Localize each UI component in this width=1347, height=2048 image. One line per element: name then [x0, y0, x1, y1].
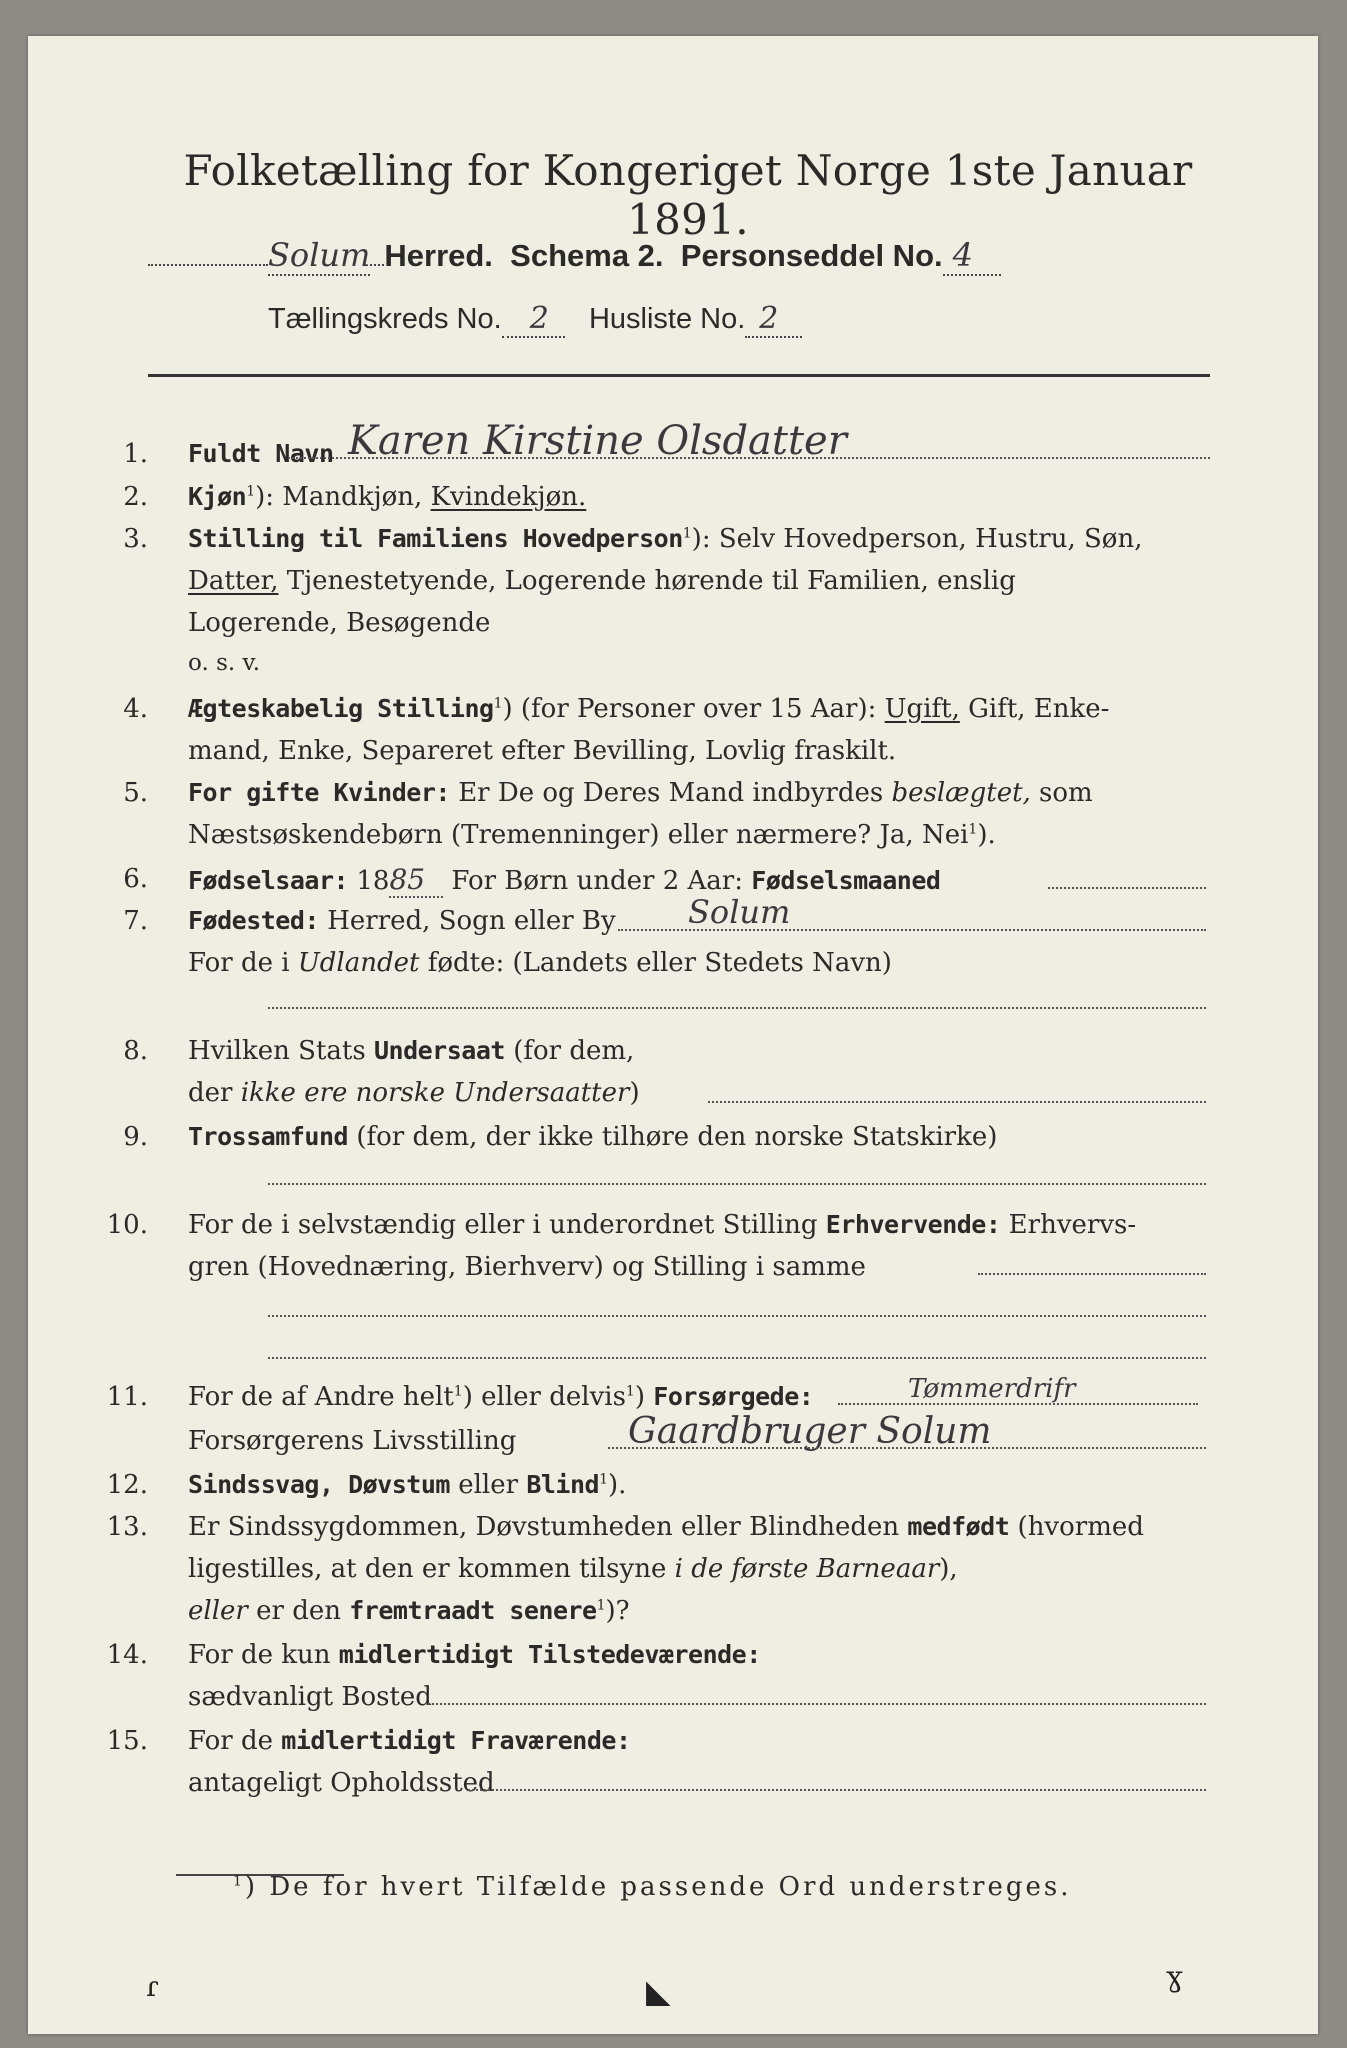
item-text: Næstsøskendebørn (Tremenninger) eller nærmere? Ja, Nei	[188, 820, 969, 850]
item-label: midlertidigt Fraværende:	[281, 1726, 631, 1755]
item-3-line-4: o. s. v.	[188, 650, 261, 676]
item-text: der	[188, 1078, 241, 1108]
herred-line	[148, 236, 1228, 274]
item-number: 1.	[123, 439, 148, 469]
item-number: 2.	[123, 482, 148, 512]
birthplace-line	[618, 928, 1206, 931]
item-text: Erhvervs-	[1000, 1210, 1137, 1240]
item-label: Sindssvag, Døvstum	[188, 1470, 450, 1499]
whereabouts-line	[468, 1788, 1206, 1791]
selected-option: Kvindekjøn.	[430, 482, 587, 512]
item-text: For de	[188, 1726, 282, 1756]
item-3-line-2	[188, 568, 1016, 594]
full-name-line	[288, 456, 1210, 459]
form-title: Folketælling for Kongeriget Norge 1ste Januar 1891.	[183, 146, 1193, 244]
item-text: fødte: (Landets eller Stedets Navn)	[419, 948, 892, 978]
item-text: )?	[605, 1596, 630, 1626]
footnote-ref: 1	[596, 1597, 606, 1614]
item-number: 7.	[123, 906, 148, 936]
item-number: 3.	[123, 524, 148, 554]
item-label: Fødselsmaaned	[751, 866, 941, 895]
item-13-line-2	[188, 1556, 958, 1582]
item-text: For de i selvstændig eller i underordnet Stilling	[188, 1210, 826, 1240]
item-label: Ægteskabelig Stilling	[188, 694, 494, 723]
item-label: Trossamfund	[188, 1122, 349, 1151]
item-label: fremtraadt senere	[349, 1596, 597, 1625]
supported-line	[838, 1402, 1198, 1405]
item-number: 4.	[123, 694, 148, 724]
birthplace-value: Solum	[688, 893, 791, 931]
selected-option: Ugift,	[884, 694, 960, 724]
item-text: Forsørgerens Livsstilling	[188, 1426, 517, 1456]
item-text: ).	[608, 1470, 627, 1500]
item-3-line-3: Logerende, Besøgende	[188, 608, 491, 638]
item-text: som	[1030, 778, 1093, 808]
item-label: Stilling til Familiens Hovedperson	[188, 524, 683, 553]
foreign-place-line	[268, 1006, 1206, 1009]
occupation-line-1	[978, 1272, 1206, 1275]
herred-label: Herred.	[384, 238, 493, 273]
item-text: )	[634, 1382, 654, 1412]
item-text: )	[629, 1078, 640, 1108]
item-number: 9.	[123, 1122, 148, 1152]
year-prefix: 18	[348, 866, 390, 896]
item-text: ): Mandkjøn,	[255, 482, 431, 512]
provider-occupation-line	[608, 1446, 1206, 1449]
item-text-italic: i de første Barneaar	[674, 1554, 940, 1584]
item-label: Fødselsaar:	[188, 866, 349, 895]
item-text: Er De og Deres Mand indbyrdes	[449, 778, 892, 808]
item-text: For de i	[188, 948, 298, 978]
item-number: 11.	[106, 1382, 148, 1412]
item-number: 13.	[106, 1512, 148, 1542]
personseddel-value: 4	[943, 236, 1001, 276]
item-text: ),	[939, 1554, 958, 1584]
footnote	[233, 1872, 1072, 1902]
item-label: Kjøn	[188, 482, 247, 511]
footnote-ref: 1	[625, 1383, 635, 1400]
item-4-line-2: mand, Enke, Separeret efter Bevilling, Lovlig fraskilt.	[188, 736, 897, 766]
item-13-line-3	[188, 1598, 630, 1624]
item-5-line-2	[188, 822, 996, 848]
item-11-line-2	[188, 1428, 516, 1454]
item-7-line-2	[188, 950, 892, 976]
item-label: For gifte Kvinder:	[188, 778, 450, 807]
header-rule	[148, 374, 1210, 377]
item-text: ): Selv Hovedperson, Hustru, Søn,	[691, 524, 1143, 554]
item-10-line-2: gren (Hovednæring, Bierhverv) og Stilling i samme	[188, 1252, 866, 1282]
item-label: midlertidigt Tilstedeværende:	[338, 1640, 761, 1669]
item-number: 14.	[106, 1640, 148, 1670]
item-text: ligestilles, at den er kommen tilsyne	[188, 1554, 675, 1584]
item-label: Blind	[526, 1470, 600, 1499]
item-label: Fuldt Navn	[188, 439, 334, 468]
item-label: medfødt	[907, 1512, 1010, 1541]
religion-line	[268, 1182, 1206, 1185]
kreds-value: 2	[502, 301, 565, 338]
item-number: 8.	[123, 1036, 148, 1066]
item-text-italic: ikke ere norske Undersaatter	[240, 1078, 630, 1108]
item-11-value-2	[628, 1411, 992, 1452]
supported-value: Tømmerdrifr	[908, 1374, 1076, 1404]
item-number: 15.	[106, 1726, 148, 1756]
footnote-ref: 1	[682, 525, 692, 542]
schema-label: Schema 2.	[510, 238, 664, 273]
item-number: 6.	[123, 864, 148, 894]
item-text-italic: Udlandet	[297, 948, 420, 978]
footnote-ref: 1	[493, 695, 503, 712]
footnote-text: ) De for hvert Tilfælde passende Ord understreges.	[244, 1872, 1072, 1902]
item-text: Gift, Enke-	[959, 694, 1110, 724]
item-text: For de kun	[188, 1640, 339, 1670]
occupation-line-3	[268, 1356, 1206, 1359]
full-name-value: Karen Kirstine Olsdatter	[348, 418, 847, 464]
occupation-line-2	[268, 1314, 1206, 1317]
item-8-line-2	[188, 1080, 640, 1106]
footnote-ref: 1	[246, 483, 256, 500]
birth-year-value: 85	[389, 863, 443, 898]
item-text: ) (for Personer over 15 Aar):	[502, 694, 885, 724]
item-label: Fødested:	[188, 906, 319, 935]
nationality-line	[708, 1100, 1206, 1103]
item-text: (hvormed	[1009, 1512, 1144, 1542]
item-text: eller	[449, 1470, 527, 1500]
item-text: Hvilken Stats	[188, 1036, 374, 1066]
footnote-ref: 1	[599, 1471, 608, 1488]
footnote-ref: 1	[453, 1383, 463, 1400]
item-text: Herred, Sogn eller By	[318, 906, 616, 936]
item-15-line-2: antageligt Opholdssted	[188, 1768, 495, 1798]
item-label: Erhvervende:	[825, 1210, 1001, 1239]
item-text: Er Sindssygdommen, Døvstumheden eller Blindheden	[188, 1512, 908, 1542]
census-form	[28, 36, 1318, 2034]
ink-mark-center: ◣	[646, 1972, 671, 2010]
item-text: (for dem, der ikke tilhøre den norske Statskirke)	[348, 1122, 998, 1152]
item-number: 12.	[106, 1470, 148, 1500]
footnote-ref: 1	[968, 821, 978, 838]
item-text: Tjenestetyende, Logerende hørende til Familien, enslig	[278, 566, 1016, 596]
birth-month-line	[1048, 886, 1206, 889]
ink-mark-left: ɾ	[146, 1970, 159, 2003]
item-label: Undersaat	[373, 1036, 505, 1065]
item-text: For de af Andre helt	[188, 1382, 454, 1412]
personseddel-label: Personseddel No.	[680, 238, 943, 273]
item-text: (for dem,	[504, 1036, 635, 1066]
item-text: ) eller delvis	[462, 1382, 626, 1412]
item-text: er den	[247, 1596, 350, 1626]
item-text-italic: eller	[188, 1596, 248, 1626]
item-number: 10.	[106, 1210, 148, 1240]
item-text-italic: beslægtet,	[891, 778, 1031, 808]
item-14-line-2: sædvanligt Bosted	[188, 1682, 432, 1712]
footnote-marker: 1	[233, 1873, 245, 1890]
kreds-label: Tællingskreds No.	[268, 303, 502, 335]
ink-mark-right: ɣ	[1166, 1960, 1183, 1993]
herred-value: Solum	[268, 236, 371, 274]
kreds-line	[268, 301, 802, 336]
husliste-value: 2	[745, 301, 802, 338]
item-text: ).	[977, 820, 996, 850]
usual-residence-line	[428, 1702, 1206, 1705]
husliste-label: Husliste No.	[588, 303, 746, 335]
item-number: 5.	[123, 778, 148, 808]
item-text: For Børn under 2 Aar:	[443, 866, 752, 896]
provider-occupation-value: Gaardbruger Solum	[628, 1411, 992, 1452]
item-label: Forsørgede:	[653, 1382, 814, 1411]
selected-option: Datter,	[188, 566, 279, 596]
